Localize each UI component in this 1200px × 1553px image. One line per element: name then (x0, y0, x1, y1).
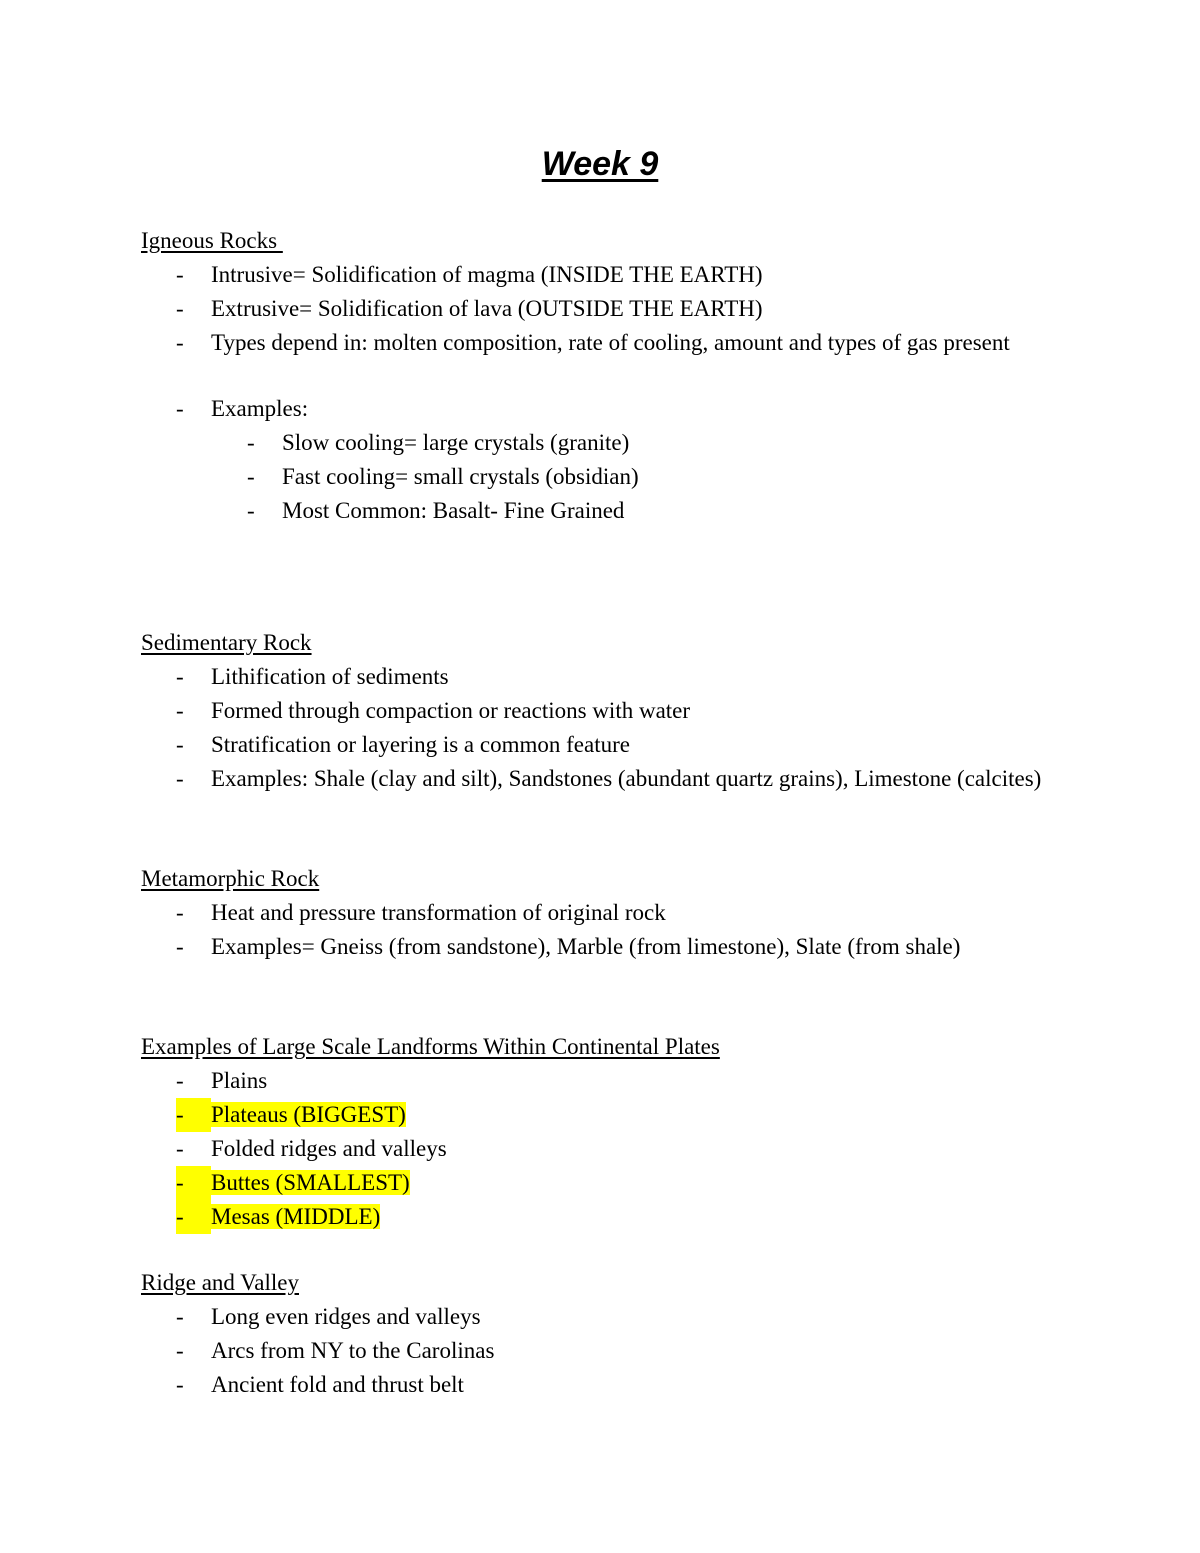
bullet-dash: - (176, 1068, 184, 1093)
list-item (141, 1300, 1071, 1334)
sub-list-item (141, 460, 1071, 494)
bullet-dash: - (176, 664, 184, 689)
bullet-dash: - (176, 698, 184, 723)
bullet-dash: - (176, 396, 184, 421)
bullet-dash: - (247, 464, 255, 489)
list-item (141, 258, 1071, 292)
list-item (141, 896, 1071, 930)
list-item (141, 728, 1071, 762)
bullet-list (141, 660, 1071, 796)
list-item-text: Examples= Gneiss (from sandstone), Marble (from limestone), Slate (from shale) (211, 934, 961, 959)
bullet-dash: - (176, 1372, 184, 1397)
bullet-dash: - (176, 766, 184, 791)
bullet-dash: - (176, 1304, 184, 1329)
bullet-dash: - (176, 330, 184, 355)
bullet-dash: - (247, 430, 255, 455)
bullet-list (141, 1300, 1071, 1402)
section-landforms (141, 1030, 1071, 1234)
list-item-text: Long even ridges and valleys (211, 1304, 481, 1329)
list-item (141, 762, 1071, 796)
list-item-text: Intrusive= Solidification of magma (INSIDE THE EARTH) (211, 262, 763, 287)
section-heading: Igneous Rocks (141, 228, 283, 253)
list-item-text: Heat and pressure transformation of original rock (211, 900, 666, 925)
list-item-text: Folded ridges and valleys (211, 1136, 447, 1161)
list-item (141, 1132, 1071, 1166)
section-metamorphic-rock (141, 862, 1071, 964)
list-item (141, 1064, 1071, 1098)
list-item-highlighted (141, 1098, 1071, 1132)
bullet-dash: - (176, 1098, 211, 1132)
list-item (141, 392, 1071, 426)
list-item-text: Mesas (MIDDLE) (211, 1204, 381, 1229)
list-item-text: Types depend in: molten composition, rate of cooling, amount and types of gas present (211, 330, 1010, 355)
bullet-dash: - (176, 262, 184, 287)
bullet-dash: - (176, 296, 184, 321)
section-heading: Metamorphic Rock (141, 866, 320, 891)
list-item-text: Extrusive= Solidification of lava (OUTSIDE THE EARTH) (211, 296, 763, 321)
list-item-text: Stratification or layering is a common feature (211, 732, 630, 757)
list-item (141, 930, 1071, 964)
bullet-dash: - (176, 1166, 211, 1200)
bullet-dash: - (176, 1338, 184, 1363)
bullet-list (141, 896, 1071, 964)
sub-list-item (141, 494, 1071, 528)
list-item-text: Examples: Shale (clay and silt), Sandstones (abundant quartz grains), Limestone (calcites) (211, 766, 1042, 791)
bullet-dash: - (176, 900, 184, 925)
list-item-highlighted (141, 1200, 1071, 1234)
page-title: Week 9 (541, 145, 659, 183)
bullet-dash: - (176, 1136, 184, 1161)
list-item-highlighted (141, 1166, 1071, 1200)
list-item-text: Most Common: Basalt- Fine Grained (282, 498, 625, 523)
bullet-list (141, 1064, 1071, 1234)
list-item-text: Plateaus (BIGGEST) (211, 1102, 406, 1127)
section-ridge-and-valley (141, 1266, 1071, 1402)
section-heading: Sedimentary Rock (141, 630, 312, 655)
list-item (141, 326, 1071, 360)
section-heading: Ridge and Valley (141, 1270, 299, 1295)
list-item (141, 660, 1071, 694)
section-igneous-rocks (141, 224, 1071, 528)
list-item-text: Formed through compaction or reactions with water (211, 698, 691, 723)
section-heading: Examples of Large Scale Landforms Within Continental Plates (141, 1034, 720, 1059)
bullet-dash: - (176, 732, 184, 757)
list-item-text: Fast cooling= small crystals (obsidian) (282, 464, 639, 489)
list-item (141, 1368, 1071, 1402)
list-item-text: Examples: (211, 396, 309, 421)
list-item-text: Ancient fold and thrust belt (211, 1372, 464, 1397)
list-item-text: Lithification of sediments (211, 664, 449, 689)
list-item-text: Slow cooling= large crystals (granite) (282, 430, 630, 455)
sub-list-item (141, 426, 1071, 460)
bullet-list (141, 258, 1071, 426)
list-item (141, 1334, 1071, 1368)
section-sedimentary-rock (141, 626, 1071, 796)
list-item-text: Arcs from NY to the Carolinas (211, 1338, 495, 1363)
bullet-dash: - (176, 934, 184, 959)
list-item (141, 292, 1071, 326)
sub-bullet-list (141, 426, 1071, 528)
bullet-dash: - (247, 498, 255, 523)
list-item (141, 694, 1071, 728)
list-item-text: Plains (211, 1068, 268, 1093)
list-item-text: Buttes (SMALLEST) (211, 1170, 410, 1195)
bullet-dash: - (176, 1200, 211, 1234)
